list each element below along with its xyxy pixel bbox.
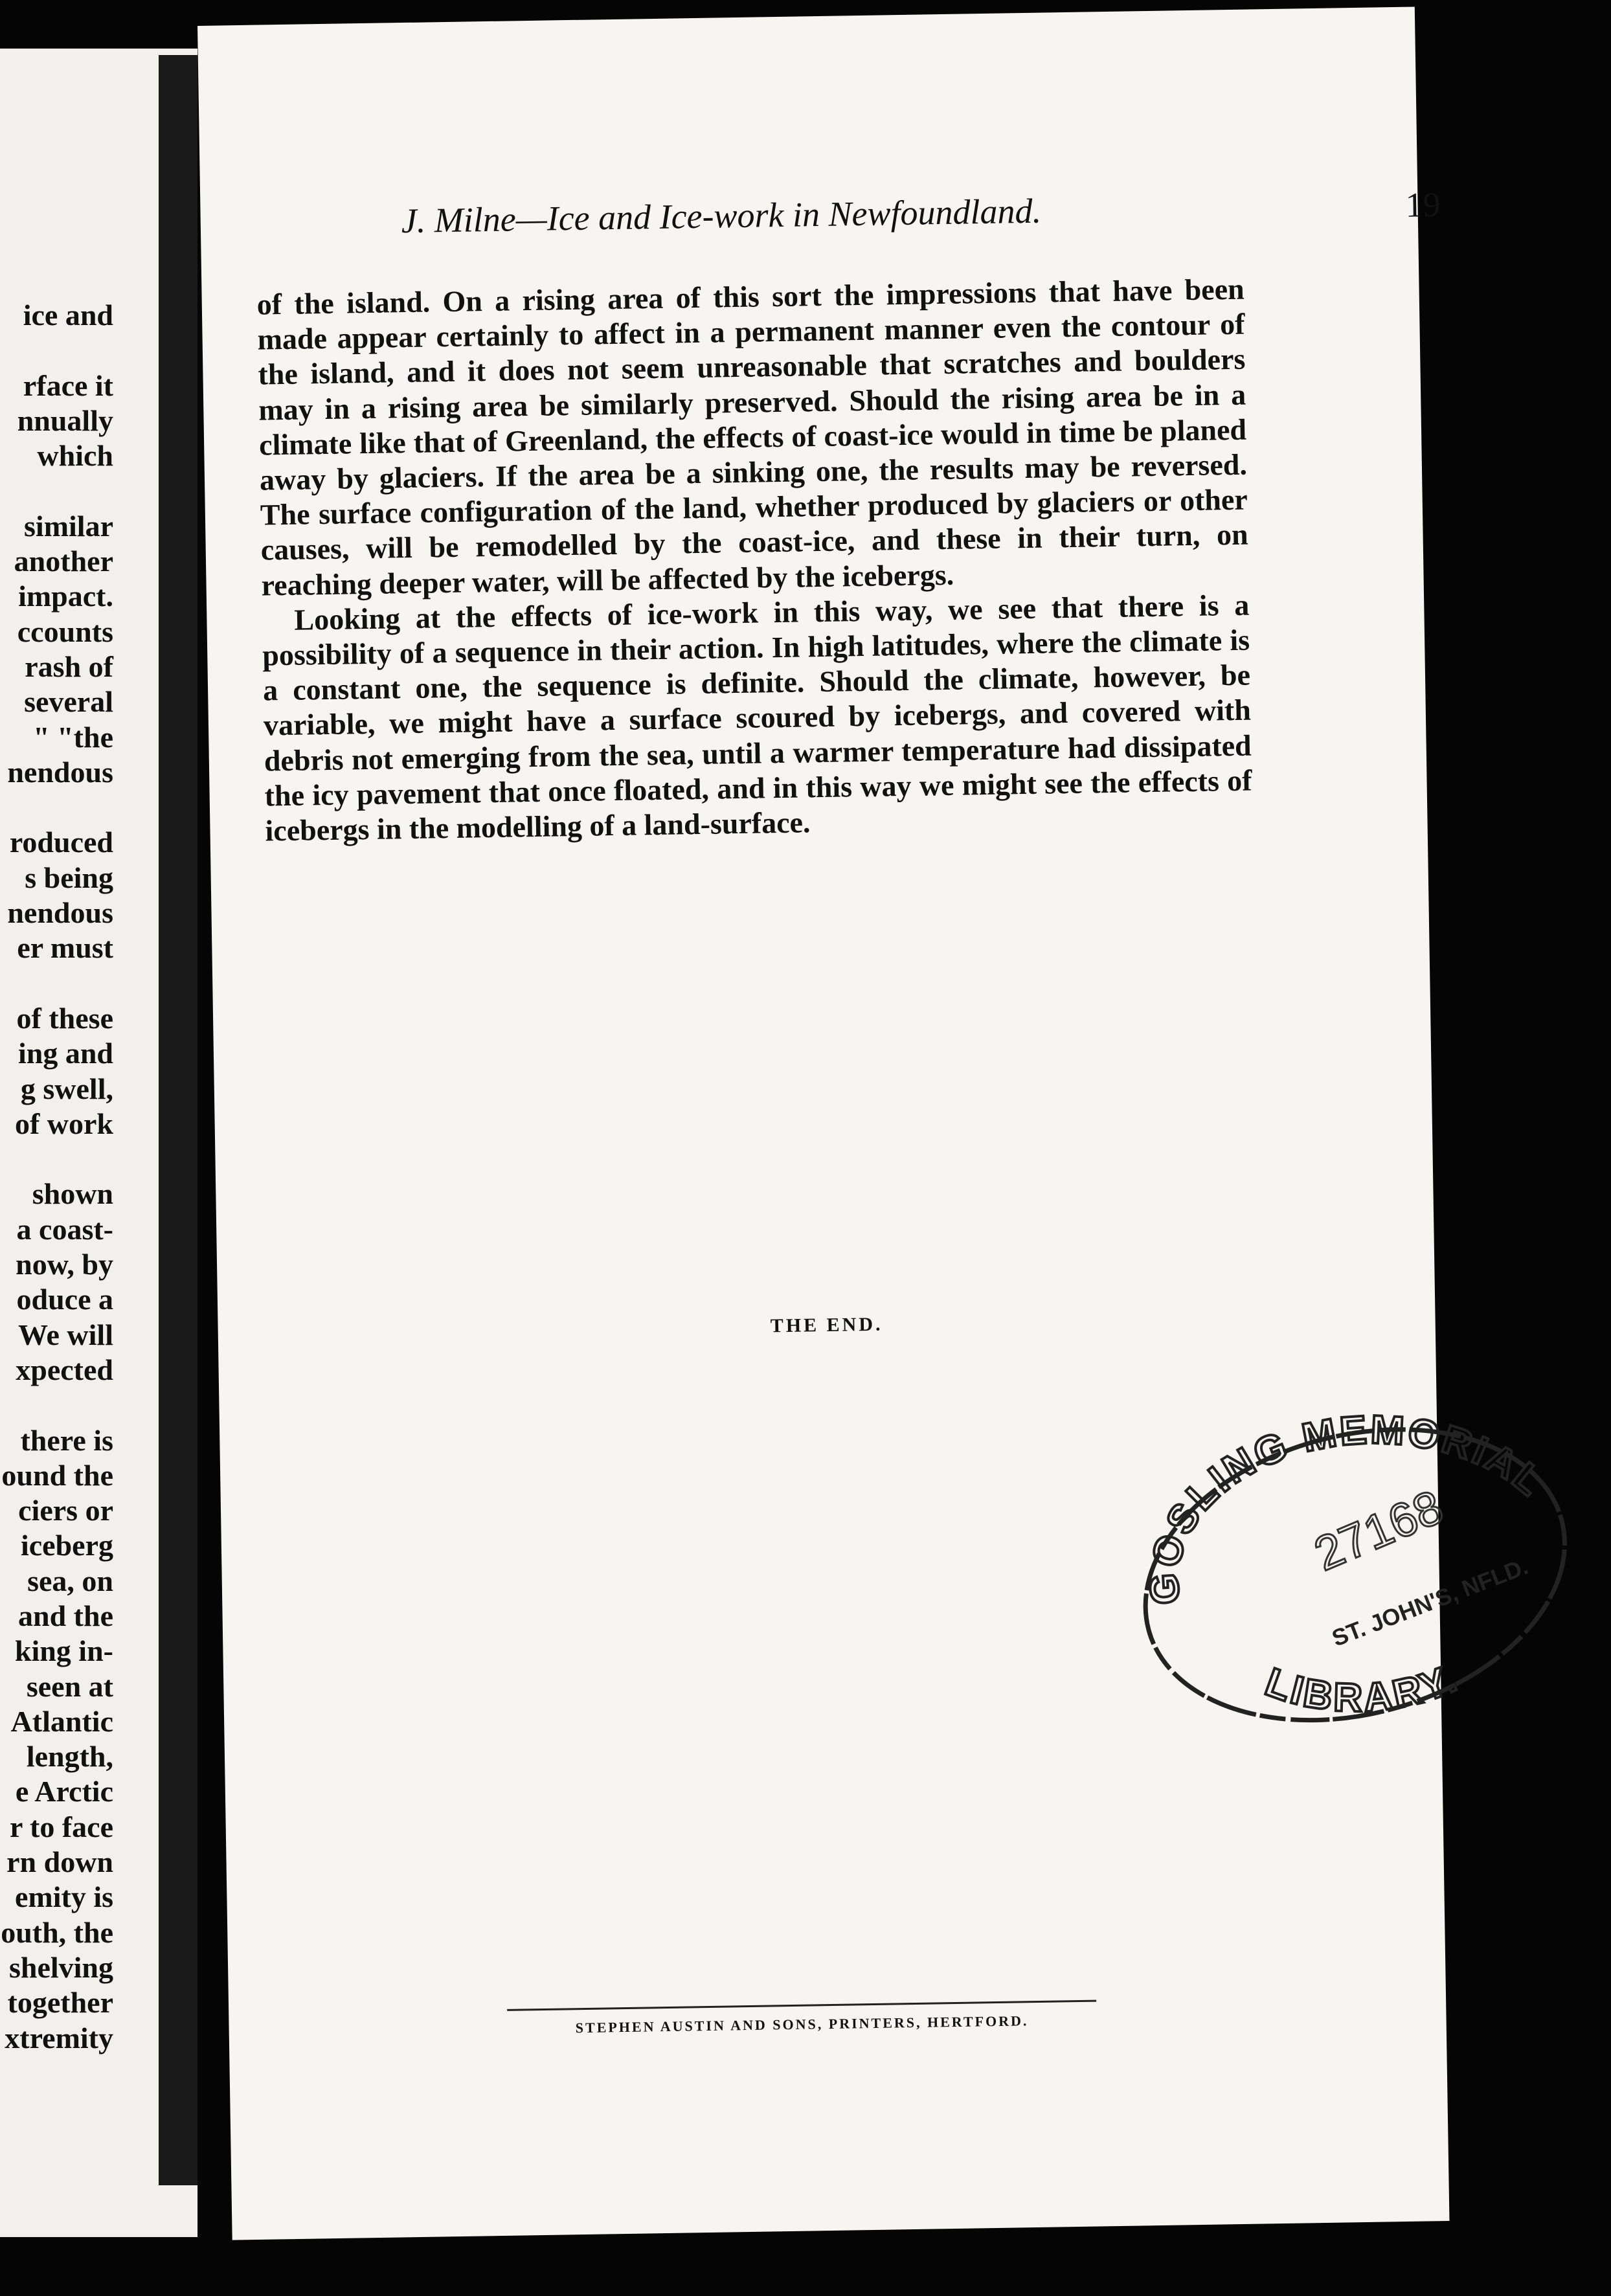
facing-page-line: sea, on — [27, 1564, 113, 1597]
facing-page-line: shown — [32, 1177, 113, 1211]
stamp-number: 27168 — [1307, 1480, 1450, 1581]
facing-page-line: together — [7, 1986, 113, 2020]
facing-page-line: Atlantic — [10, 1704, 113, 1738]
facing-page-line: r to face — [9, 1810, 113, 1843]
facing-page-line: king in- — [14, 1634, 113, 1668]
facing-page-line: similar — [24, 509, 113, 543]
facing-page-line: seen at — [26, 1669, 113, 1703]
the-end-label: THE END. — [770, 1313, 883, 1337]
facing-page-line: ccounts — [17, 614, 113, 648]
paragraph: Looking at the effects of ice-work in this way, we see that there is a possibility of a sequence in their action. In high latitudes, where the climate is a constant one, the sequence is definite. Should the climate, however, be variable, we might have a surface scoured by icebergs, and covered with debris not emerging from the sea, until a warmer temperature had dissipated the icy pavement that once floated, and in this way we might see the effects of icebergs in the modelling of a land-surface. — [262, 588, 1252, 848]
facing-page-line: ciers or — [18, 1494, 113, 1527]
facing-page-line: xtremity — [5, 2021, 113, 2054]
facing-page-line: another — [14, 545, 113, 578]
facing-page-line: there is — [20, 1423, 113, 1457]
facing-page-line: nnually — [17, 403, 113, 437]
facing-page-line — [0, 790, 113, 825]
book-gutter — [159, 55, 197, 2185]
running-header — [401, 185, 1441, 241]
facing-page-line: er must — [17, 931, 113, 965]
paragraph: of the island. On a rising area of this sort the impressions that have been made appear certainly to affect in a permanent manner even the contour of the island, and it does not seem unreasonable that scratches and boulders may in a rising area be similarly preserved. Should the rising area be in a climate like that of Greenland, the effects of coast-ice would in time be planed away by glaciers. If the area be a sinking one, the results may be reversed. The surface configuration of the land, whether produced by glaciers or other causes, will be remodelled by the coast-ice, and these in their turn, on reaching deeper water, will be affected by the icebergs. — [256, 272, 1248, 602]
facing-page-line: rash of — [25, 649, 113, 683]
facing-page-line: outh, the — [1, 1915, 113, 1949]
facing-page-text — [0, 298, 113, 2056]
facing-page-line: " "the — [33, 720, 113, 754]
facing-page-line: and the — [18, 1599, 113, 1632]
facing-page-line — [0, 1142, 113, 1176]
facing-page-line: several — [24, 685, 113, 719]
facing-page-line: oduce a — [16, 1283, 113, 1316]
facing-page-line: nendous — [7, 896, 113, 930]
facing-page-line: ing and — [17, 1037, 113, 1070]
facing-page-line: roduced — [9, 826, 113, 859]
facing-page-line: s being — [25, 861, 113, 894]
stamp-bottom-text: LIBRARY. — [1259, 1655, 1465, 1721]
facing-page-line: g swell, — [20, 1072, 113, 1105]
facing-page-line — [0, 333, 113, 368]
facing-page-line — [0, 473, 113, 508]
facing-page-line: emity is — [14, 1880, 113, 1914]
facing-page-line: impact. — [18, 580, 113, 613]
footer-rule — [507, 2000, 1096, 2011]
page — [197, 6, 1553, 2240]
library-stamp — [1106, 1383, 1604, 1766]
running-title: J. Milne—Ice and Ice-work in Newfoundland. — [401, 191, 1042, 241]
facing-page-line: iceberg — [20, 1529, 113, 1562]
body-text — [256, 272, 1252, 849]
facing-page-line: rface it — [23, 368, 113, 402]
facing-page-line: xpected — [16, 1353, 113, 1386]
facing-page-line: nendous — [7, 755, 113, 789]
facing-page-line: of work — [14, 1107, 113, 1140]
facing-page-line: of these — [16, 1001, 113, 1035]
facing-page-line: which — [37, 439, 113, 473]
stamp-place: ST. JOHN'S, NFLD. — [1328, 1553, 1532, 1652]
facing-page-line: e Arctic — [15, 1775, 113, 1808]
facing-page-line: ound the — [1, 1458, 113, 1492]
facing-page-line — [0, 1388, 113, 1423]
facing-page-line: We will — [18, 1318, 113, 1351]
printer-imprint: STEPHEN AUSTIN AND SONS, PRINTERS, HERTFORD. — [575, 2012, 1029, 2036]
facing-page-line: a coast- — [16, 1212, 113, 1246]
facing-page-line: length, — [26, 1740, 113, 1773]
facing-page-line — [0, 966, 113, 1001]
facing-page-line: ice and — [23, 298, 113, 332]
page-number: 19 — [1405, 185, 1441, 225]
facing-page-line: now, by — [16, 1248, 113, 1281]
facing-page-line: rn down — [6, 1845, 113, 1879]
stamp-top-text: GOSLING MEMORIAL — [1142, 1407, 1553, 1606]
facing-page-line: shelving — [8, 1950, 113, 1984]
